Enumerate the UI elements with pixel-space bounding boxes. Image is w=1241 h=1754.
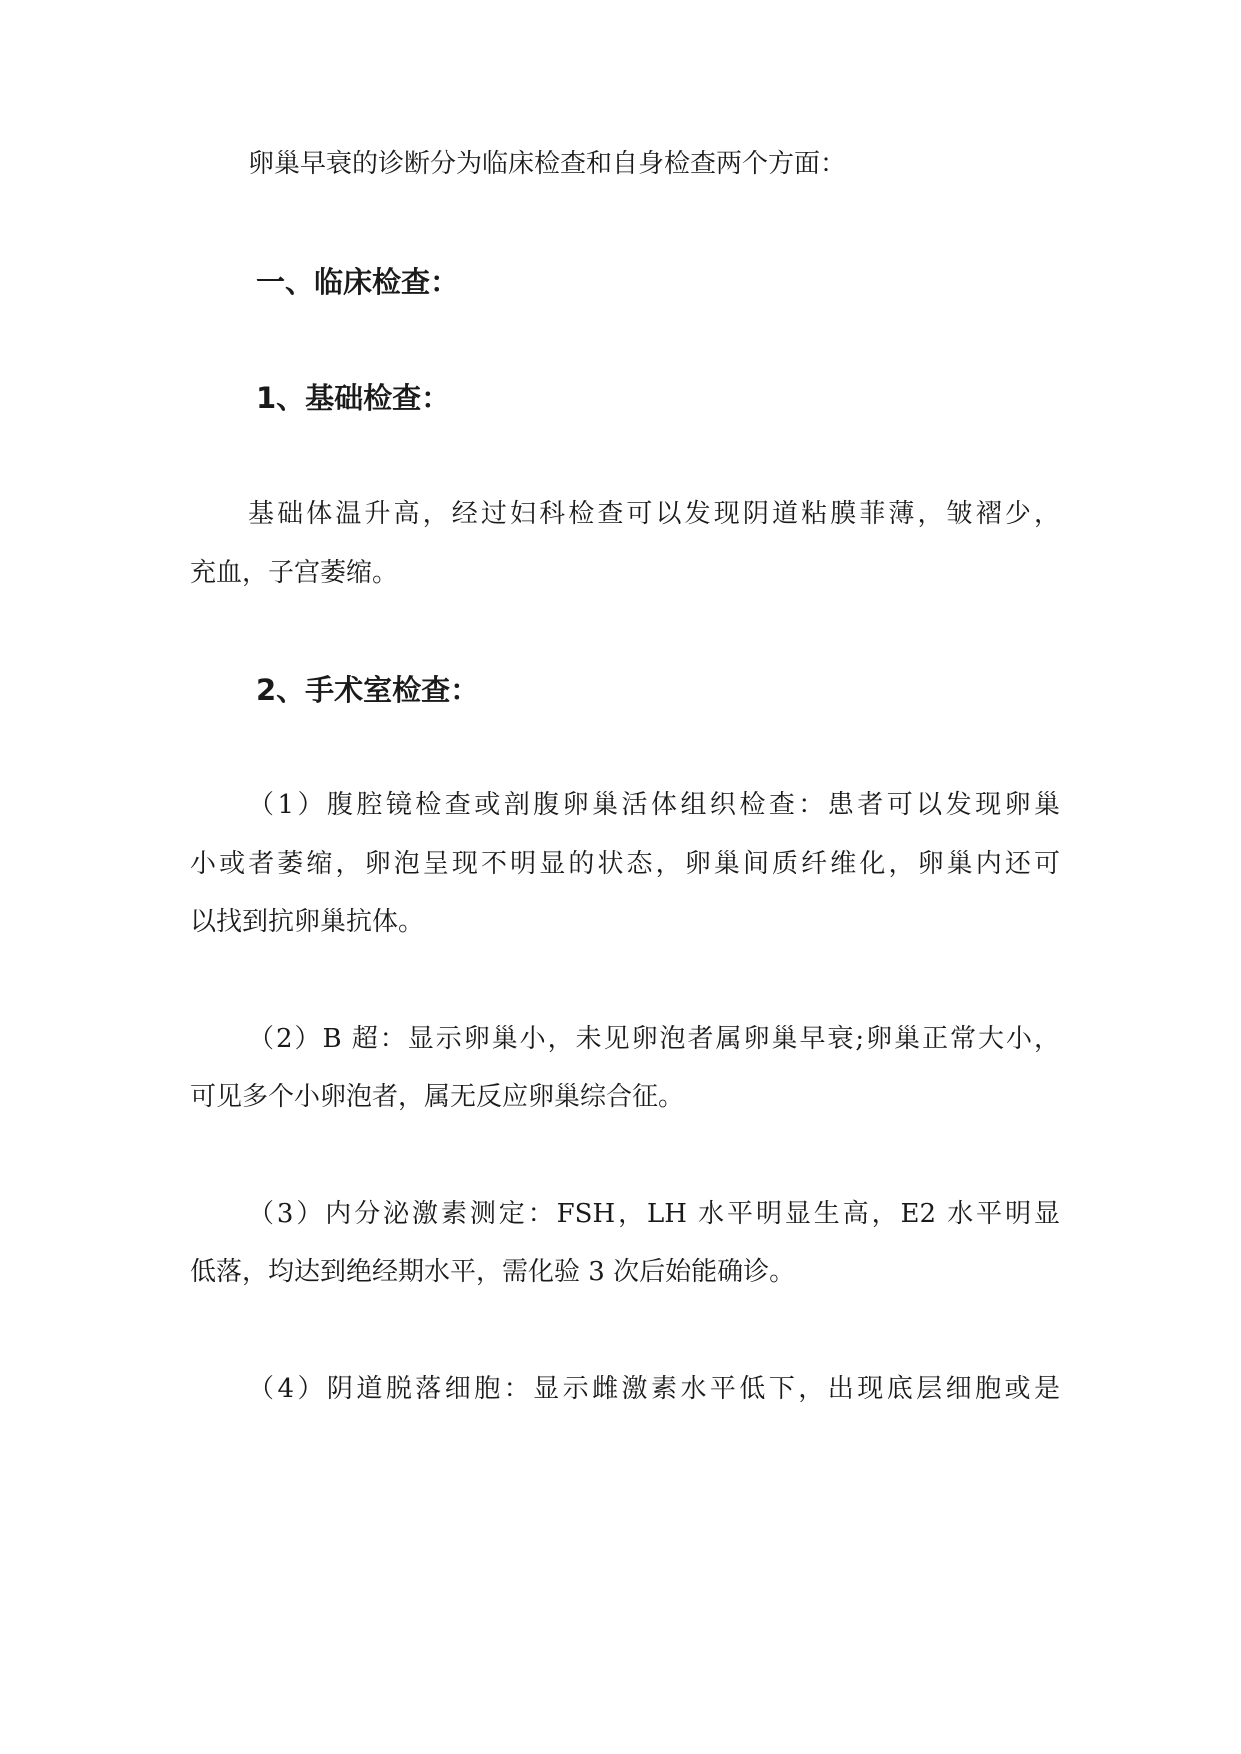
subsection-heading-surgery: 2、手术室检查： <box>256 673 480 707</box>
subsection-heading-basic: 1、基础检查： <box>256 381 451 415</box>
item3-line-2: 低落，均达到绝经期水平，需化验 3 次后始能确诊。 <box>190 1257 796 1287</box>
item4-line-1: （4）阴道脱落细胞：显示雌激素水平低下，出现底层细胞或是 <box>248 1374 1060 1404</box>
item2-line-1: （2）B 超：显示卵巢小，未见卵泡者属卵巢早衰;卵巢正常大小， <box>248 1024 1060 1054</box>
item1-line-3: 以找到抗卵巢抗体。 <box>190 907 425 937</box>
item1-line-1: （1）腹腔镜检查或剖腹卵巢活体组织检查：患者可以发现卵巢 <box>248 790 1060 820</box>
item1-line-2: 小或者萎缩，卵泡呈现不明显的状态，卵巢间质纤维化，卵巢内还可 <box>190 849 1060 879</box>
intro-paragraph: 卵巢早衰的诊断分为临床检查和自身检查两个方面： <box>248 149 847 179</box>
section-heading-clinical: 一、临床检查： <box>256 265 460 299</box>
item3-line-1: （3）内分泌激素测定：FSH，LH 水平明显生高，E2 水平明显 <box>248 1199 1060 1229</box>
basic-exam-line-2: 充血，子宫萎缩。 <box>190 558 399 588</box>
item2-line-2: 可见多个小卵泡者，属无反应卵巢综合征。 <box>190 1082 685 1112</box>
basic-exam-line-1: 基础体温升高，经过妇科检查可以发现阴道粘膜菲薄，皱褶少， <box>248 499 1060 529</box>
